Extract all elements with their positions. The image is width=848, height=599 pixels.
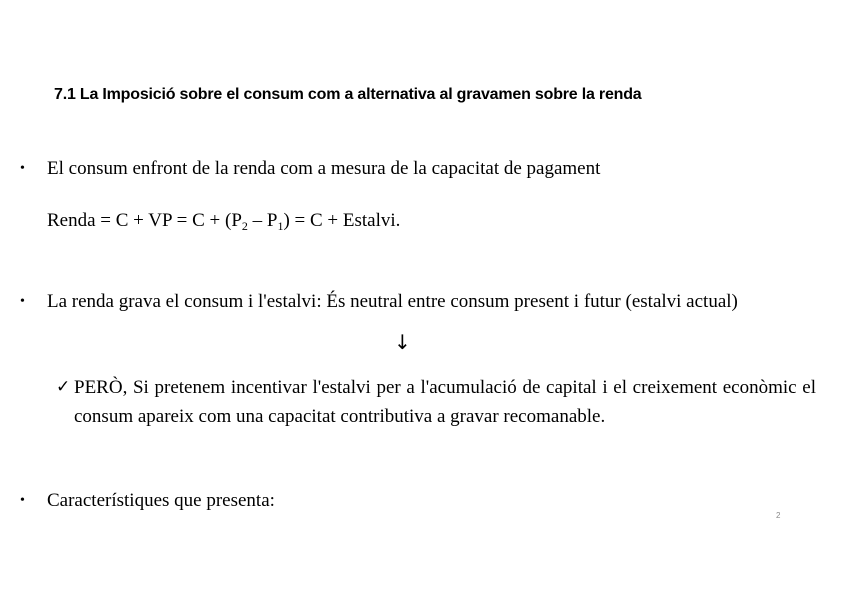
page-number: 2 [776, 511, 781, 520]
bullet-item-renda [20, 287, 738, 316]
bullet-icon: • [20, 161, 25, 176]
check-icon: ✓ [56, 377, 71, 397]
section-heading: 7.1 La Imposició sobre el consum com a alternativa al gravamen sobre la renda [54, 86, 642, 103]
bullet-item-consum [20, 154, 600, 183]
bullet-icon: • [20, 493, 25, 508]
check-item [56, 373, 816, 431]
bullet-text: La renda grava el consum i l'estalvi: És neutral entre consum present i futur (estalvi actual) [47, 291, 738, 312]
down-arrow-icon: ↓ [394, 330, 411, 354]
bullet-item-caracteristiques [20, 486, 275, 515]
formula: Renda = C + VP = $C + (P_2 - P_1) = C$ + Estalvi. [47, 210, 401, 233]
bullet-text: Característiques que presenta: [47, 490, 275, 511]
bullet-icon: • [20, 294, 25, 309]
check-text: PERÒ, Si pretenem incentivar l'estalvi per a l'acumulació de capital i el creixement econòmic el consum apareix com una capacitat contributiva a gravar recomanable. [74, 377, 816, 427]
bullet-text: El consum enfront de la renda com a mesura de la capacitat de pagament [47, 158, 601, 179]
